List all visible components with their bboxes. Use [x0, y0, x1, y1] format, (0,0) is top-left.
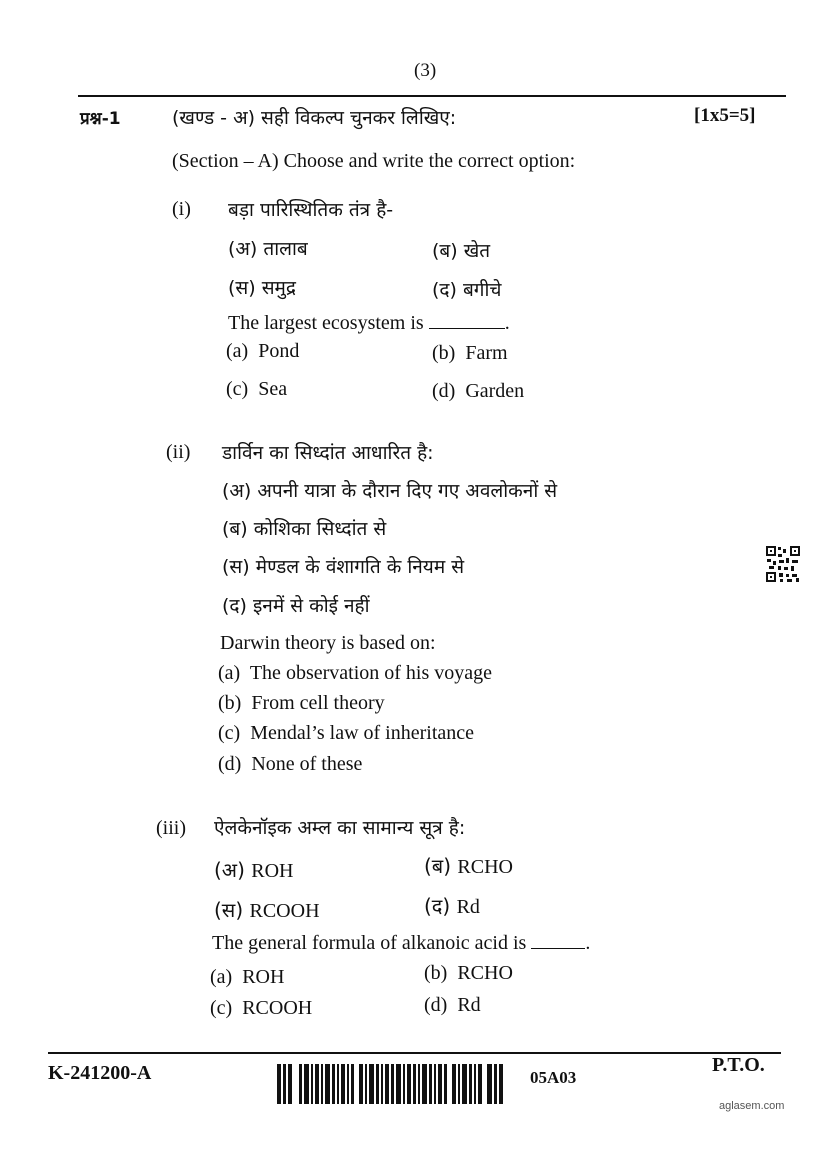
- q3-option-a-label: (a): [210, 966, 233, 988]
- q3-option-d-text: Rd: [457, 994, 481, 1016]
- q1-option-c-text: Sea: [258, 378, 288, 400]
- q3-option-b-text: RCHO: [457, 962, 513, 984]
- q1-option-b-hindi: (ब) खेत: [432, 240, 491, 262]
- q3-option-b-english: [424, 962, 513, 985]
- q1-text-hindi: बड़ा पारिस्थितिक तंत्र है-: [228, 199, 394, 221]
- q1-text-english-end: .: [504, 312, 510, 334]
- q2-text-hindi: डार्विन का सिध्दांत आधारित है:: [222, 442, 434, 464]
- answer-blank: [429, 312, 505, 329]
- q2-option-d-label: (d): [218, 753, 242, 775]
- q1-option-d-hindi: (द) बगीचे: [432, 279, 502, 301]
- q1-number: (i): [172, 198, 191, 220]
- q1-option-c-label: (c): [226, 378, 249, 400]
- q3-option-a-hindi-label: (अ): [214, 858, 245, 882]
- marks: [1x5=5]: [694, 105, 756, 126]
- q3-text-english-end: .: [585, 932, 591, 954]
- q2-option-b-english: [218, 692, 385, 715]
- q2-option-c-text: Mendal’s law of inheritance: [250, 722, 475, 744]
- q1-option-c-english: [226, 378, 287, 401]
- q3-text-english-main: The general formula of alkanoic acid is: [212, 932, 527, 954]
- q2-option-c-label: (c): [218, 722, 241, 744]
- q3-option-b-hindi: [424, 852, 513, 879]
- q3-option-c-hindi: [214, 896, 320, 923]
- q2-option-a-english: [218, 662, 492, 685]
- q3-option-b-hindi-label: (ब): [424, 854, 452, 878]
- q3-option-b-label: (b): [424, 962, 448, 984]
- page-number: (3): [414, 60, 437, 81]
- q3-option-d-english: [424, 994, 481, 1017]
- q3-option-c-hindi-text: RCOOH: [249, 900, 320, 922]
- q2-number: (ii): [166, 441, 191, 463]
- qr-code-icon: [765, 545, 801, 583]
- q2-option-d-hindi: (द) इनमें से कोई नहीं: [222, 595, 370, 617]
- q2-option-a-label: (a): [218, 662, 241, 684]
- q3-option-d-label: (d): [424, 994, 448, 1016]
- watermark: aglasem.com: [719, 1100, 785, 1112]
- q3-option-a-hindi: [214, 856, 293, 883]
- q3-option-c-english: [210, 997, 312, 1020]
- pto-label: P.T.O.: [712, 1054, 765, 1076]
- q1-option-a-label: (a): [226, 340, 249, 362]
- q3-option-c-label: (c): [210, 997, 233, 1019]
- series-code: 05A03: [530, 1068, 577, 1087]
- footer-rule: [48, 1052, 781, 1054]
- q2-option-b-label: (b): [218, 692, 242, 714]
- header-rule: [78, 95, 786, 97]
- q1-option-b-text: Farm: [465, 342, 508, 364]
- instruction-english: (Section – A) Choose and write the correct option:: [172, 150, 576, 172]
- q3-option-d-hindi-label: (द): [424, 894, 451, 918]
- q1-option-d-label: (d): [432, 380, 456, 402]
- q1-option-d-english: [432, 380, 524, 403]
- q3-option-d-hindi-text: Rd: [456, 896, 480, 918]
- q3-option-b-hindi-text: RCHO: [457, 856, 513, 878]
- q3-text-hindi: ऐलकेनॉइक अम्ल का सामान्य सूत्र है:: [214, 817, 466, 839]
- q1-option-b-english: [432, 342, 508, 365]
- q1-text-english-main: The largest ecosystem is: [228, 312, 424, 334]
- q1-option-b-label: (b): [432, 342, 456, 364]
- q2-option-b-hindi: (ब) कोशिका सिध्दांत से: [222, 518, 387, 540]
- q1-text-english: [228, 312, 510, 335]
- q3-option-d-hindi: [424, 892, 480, 919]
- q3-option-a-hindi-text: ROH: [251, 860, 294, 882]
- q1-option-a-english: [226, 340, 299, 363]
- q3-number: (iii): [156, 817, 186, 839]
- paper-code: K-241200-A: [48, 1062, 152, 1084]
- q2-option-c-hindi: (स) मेण्डल के वंशागति के नियम से: [222, 556, 465, 578]
- q3-option-c-hindi-label: (स): [214, 898, 244, 922]
- q1-option-a-hindi: (अ) तालाब: [228, 238, 308, 260]
- q2-option-b-text: From cell theory: [251, 692, 385, 714]
- q1-option-d-text: Garden: [465, 380, 525, 402]
- q2-text-english: Darwin theory is based on:: [220, 632, 436, 654]
- q1-option-c-hindi: (स) समुद्र: [228, 277, 297, 299]
- q2-option-a-hindi: (अ) अपनी यात्रा के दौरान दिए गए अवलोकनों से: [222, 480, 558, 502]
- q2-option-d-text: None of these: [251, 753, 363, 775]
- barcode-icon: [277, 1064, 503, 1104]
- q2-option-d-english: [218, 753, 362, 776]
- q2-option-a-text: The observation of his voyage: [249, 662, 493, 684]
- q3-option-a-text: ROH: [242, 966, 285, 988]
- q2-option-c-english: [218, 722, 474, 745]
- answer-blank: [531, 932, 585, 949]
- instruction-hindi: (खण्ड - अ) सही विकल्प चुनकर लिखिए:: [172, 107, 457, 129]
- q1-option-a-text: Pond: [258, 340, 300, 362]
- q3-text-english: [212, 932, 590, 955]
- q3-option-a-english: [210, 966, 284, 989]
- q3-option-c-text: RCOOH: [242, 997, 313, 1019]
- question-label: प्रश्न-1: [80, 109, 121, 129]
